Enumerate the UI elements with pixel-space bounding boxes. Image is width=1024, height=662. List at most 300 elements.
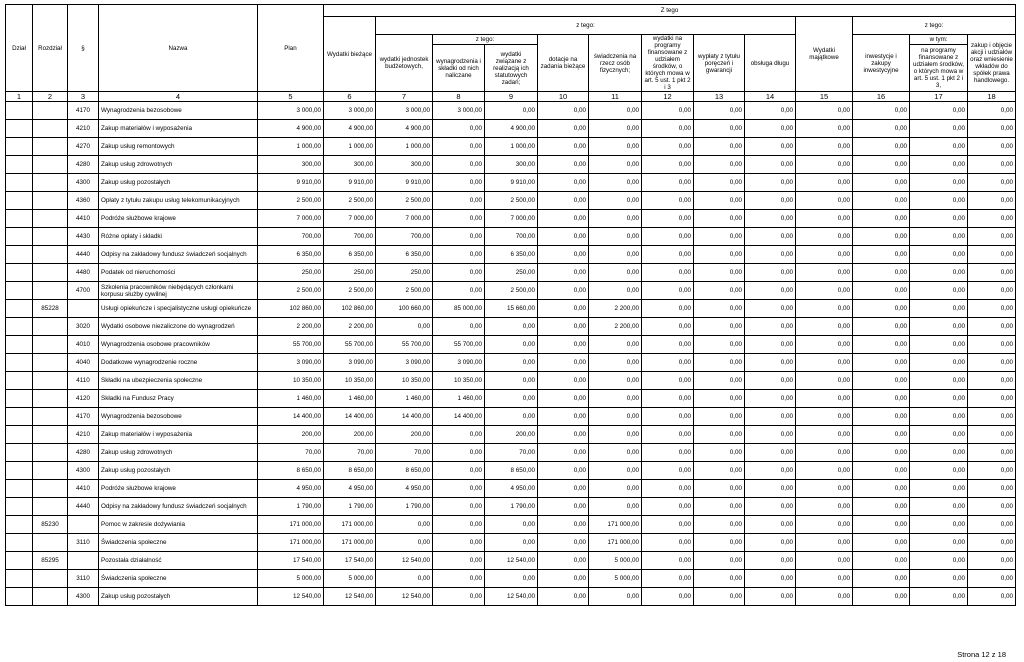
table-row xyxy=(6,102,1016,120)
cell-value: 0,00 xyxy=(745,462,796,480)
cell-value: 0,00 xyxy=(589,192,642,210)
cell-value: 10 350,00 xyxy=(433,372,485,390)
table-row xyxy=(6,282,1016,300)
cell-value: 0,00 xyxy=(853,120,910,138)
cell-value: 0,00 xyxy=(796,282,853,300)
cell-value: 3 000,00 xyxy=(376,102,433,120)
cell-value: 0,00 xyxy=(745,426,796,444)
cell-value: 0,00 xyxy=(968,210,1016,228)
cell-rozdzial xyxy=(33,138,68,156)
cell-nazwa: Świadczenia społeczne xyxy=(99,570,258,588)
cell-value: 10 350,00 xyxy=(258,372,324,390)
cell-value: 0,00 xyxy=(745,120,796,138)
cell-value: 0,00 xyxy=(745,390,796,408)
cell-value: 0,00 xyxy=(745,534,796,552)
cell-paragraf: 4300 xyxy=(68,462,99,480)
cell-value: 0,00 xyxy=(968,102,1016,120)
header-z-tego-jednostek: z tego: xyxy=(433,35,538,45)
cell-value: 0,00 xyxy=(433,174,485,192)
cell-value: 0,00 xyxy=(642,534,694,552)
cell-value: 0,00 xyxy=(853,102,910,120)
cell-value: 171 000,00 xyxy=(589,516,642,534)
cell-rozdzial: 85230 xyxy=(33,516,68,534)
cell-value: 0,00 xyxy=(433,498,485,516)
cell-dzial xyxy=(6,210,33,228)
cell-paragraf xyxy=(68,300,99,318)
cell-value: 171 000,00 xyxy=(258,516,324,534)
column-number: 4 xyxy=(99,92,258,102)
cell-value: 0,00 xyxy=(910,408,968,426)
cell-rozdzial xyxy=(33,264,68,282)
cell-dzial xyxy=(6,174,33,192)
cell-value: 0,00 xyxy=(433,120,485,138)
cell-value: 0,00 xyxy=(485,408,538,426)
cell-value: 0,00 xyxy=(694,210,745,228)
cell-value: 0,00 xyxy=(745,498,796,516)
cell-value: 0,00 xyxy=(589,228,642,246)
cell-paragraf: 4430 xyxy=(68,228,99,246)
cell-value: 0,00 xyxy=(433,426,485,444)
cell-dzial xyxy=(6,444,33,462)
cell-value: 1 000,00 xyxy=(258,138,324,156)
cell-value: 0,00 xyxy=(853,426,910,444)
cell-value: 0,00 xyxy=(589,282,642,300)
cell-value: 85 000,00 xyxy=(433,300,485,318)
cell-nazwa: Świadczenia społeczne xyxy=(99,534,258,552)
cell-value: 0,00 xyxy=(910,228,968,246)
cell-value: 0,00 xyxy=(538,102,589,120)
cell-value: 0,00 xyxy=(796,336,853,354)
cell-value: 0,00 xyxy=(968,318,1016,336)
cell-nazwa: Dodatkowe wynagrodzenie roczne xyxy=(99,354,258,372)
cell-value: 3 000,00 xyxy=(324,102,376,120)
header-rozdzial: Rozdział xyxy=(33,5,68,92)
cell-value: 12 540,00 xyxy=(258,588,324,606)
cell-value: 0,00 xyxy=(433,282,485,300)
cell-value: 1 790,00 xyxy=(376,498,433,516)
cell-value: 0,00 xyxy=(538,192,589,210)
cell-value: 0,00 xyxy=(589,174,642,192)
cell-dzial xyxy=(6,192,33,210)
cell-value: 0,00 xyxy=(853,138,910,156)
cell-value: 0,00 xyxy=(642,228,694,246)
cell-rozdzial xyxy=(33,534,68,552)
cell-value: 0,00 xyxy=(694,318,745,336)
column-number: 2 xyxy=(33,92,68,102)
cell-nazwa: Różne opłaty i składki xyxy=(99,228,258,246)
cell-value: 0,00 xyxy=(694,534,745,552)
cell-rozdzial xyxy=(33,120,68,138)
cell-value: 0,00 xyxy=(968,354,1016,372)
cell-value: 3 090,00 xyxy=(324,354,376,372)
cell-value: 300,00 xyxy=(324,156,376,174)
column-number-row xyxy=(6,92,1016,102)
cell-nazwa: Wydatki osobowe niezaliczone do wynagrodzeń xyxy=(99,318,258,336)
cell-value: 0,00 xyxy=(538,138,589,156)
cell-value: 2 500,00 xyxy=(258,282,324,300)
cell-value: 5 000,00 xyxy=(589,570,642,588)
cell-value: 0,00 xyxy=(910,120,968,138)
cell-value: 1 460,00 xyxy=(258,390,324,408)
cell-paragraf: 4110 xyxy=(68,372,99,390)
cell-value: 2 500,00 xyxy=(324,192,376,210)
cell-value: 3 090,00 xyxy=(433,354,485,372)
table-row xyxy=(6,354,1016,372)
cell-value: 0,00 xyxy=(694,246,745,264)
cell-paragraf: 4410 xyxy=(68,210,99,228)
cell-value: 0,00 xyxy=(968,156,1016,174)
cell-dzial xyxy=(6,462,33,480)
cell-value: 3 090,00 xyxy=(258,354,324,372)
cell-value: 250,00 xyxy=(324,264,376,282)
cell-value: 0,00 xyxy=(853,534,910,552)
budget-table xyxy=(5,4,1016,606)
cell-paragraf: 4040 xyxy=(68,354,99,372)
cell-nazwa: Wynagrodzenia bezosobowe xyxy=(99,102,258,120)
cell-value: 0,00 xyxy=(968,408,1016,426)
cell-value: 0,00 xyxy=(910,372,968,390)
cell-value: 0,00 xyxy=(589,498,642,516)
cell-value: 1 000,00 xyxy=(324,138,376,156)
cell-value: 0,00 xyxy=(910,588,968,606)
cell-value: 700,00 xyxy=(376,228,433,246)
cell-value: 200,00 xyxy=(485,426,538,444)
cell-value: 0,00 xyxy=(968,174,1016,192)
cell-value: 0,00 xyxy=(968,498,1016,516)
cell-value: 2 200,00 xyxy=(258,318,324,336)
cell-value: 10 350,00 xyxy=(324,372,376,390)
cell-rozdzial xyxy=(33,444,68,462)
cell-paragraf: 4440 xyxy=(68,246,99,264)
cell-value: 0,00 xyxy=(642,174,694,192)
cell-value: 14 400,00 xyxy=(376,408,433,426)
cell-value: 0,00 xyxy=(589,426,642,444)
table-row xyxy=(6,408,1016,426)
cell-value: 0,00 xyxy=(796,462,853,480)
cell-value: 6 350,00 xyxy=(258,246,324,264)
cell-paragraf: 4440 xyxy=(68,498,99,516)
cell-nazwa: Odpisy na zakładowy fundusz świadczeń socjalnych xyxy=(99,498,258,516)
cell-value: 0,00 xyxy=(485,390,538,408)
cell-nazwa: Zakup usług remontowych xyxy=(99,138,258,156)
cell-paragraf: 4210 xyxy=(68,426,99,444)
cell-value: 8 650,00 xyxy=(324,462,376,480)
cell-nazwa: Wynagrodzenia bezosobowe xyxy=(99,408,258,426)
cell-value: 1 790,00 xyxy=(324,498,376,516)
cell-value: 700,00 xyxy=(258,228,324,246)
cell-nazwa: Zakup usług zdrowotnych xyxy=(99,444,258,462)
cell-value: 0,00 xyxy=(694,282,745,300)
cell-dzial xyxy=(6,318,33,336)
cell-nazwa: Zakup usług pozostałych xyxy=(99,174,258,192)
cell-value: 0,00 xyxy=(910,498,968,516)
cell-value: 9 910,00 xyxy=(485,174,538,192)
cell-rozdzial: 85228 xyxy=(33,300,68,318)
cell-value: 0,00 xyxy=(694,372,745,390)
cell-nazwa: Składki na ubezpieczenia społeczne xyxy=(99,372,258,390)
cell-value: 0,00 xyxy=(376,570,433,588)
cell-value: 0,00 xyxy=(589,102,642,120)
cell-value: 2 500,00 xyxy=(376,192,433,210)
cell-value: 0,00 xyxy=(485,354,538,372)
cell-value: 0,00 xyxy=(589,462,642,480)
cell-value: 0,00 xyxy=(910,192,968,210)
cell-value: 102 860,00 xyxy=(324,300,376,318)
cell-value: 0,00 xyxy=(910,264,968,282)
cell-value: 1 790,00 xyxy=(258,498,324,516)
cell-nazwa: Składki na Fundusz Pracy xyxy=(99,390,258,408)
cell-value: 0,00 xyxy=(538,480,589,498)
cell-value: 0,00 xyxy=(853,210,910,228)
cell-value: 0,00 xyxy=(853,390,910,408)
cell-value: 0,00 xyxy=(968,462,1016,480)
cell-value: 3 000,00 xyxy=(433,102,485,120)
cell-value: 0,00 xyxy=(796,570,853,588)
header-z-tego-biezace: z tego: xyxy=(376,17,796,35)
cell-value: 0,00 xyxy=(745,192,796,210)
cell-value: 0,00 xyxy=(642,498,694,516)
cell-nazwa: Podróże służbowe krajowe xyxy=(99,210,258,228)
cell-value: 0,00 xyxy=(745,570,796,588)
cell-value: 0,00 xyxy=(853,336,910,354)
cell-value: 0,00 xyxy=(694,300,745,318)
cell-value: 0,00 xyxy=(968,570,1016,588)
cell-value: 0,00 xyxy=(589,138,642,156)
cell-dzial xyxy=(6,426,33,444)
cell-value: 0,00 xyxy=(910,516,968,534)
cell-value: 0,00 xyxy=(642,102,694,120)
cell-value: 0,00 xyxy=(853,408,910,426)
cell-value: 0,00 xyxy=(642,264,694,282)
cell-value: 0,00 xyxy=(642,588,694,606)
cell-value: 0,00 xyxy=(433,462,485,480)
cell-dzial xyxy=(6,498,33,516)
cell-value: 0,00 xyxy=(433,192,485,210)
cell-nazwa: Szkolenia pracowników niebędących członkami korpusu służby cywilnej xyxy=(99,282,258,300)
cell-dzial xyxy=(6,390,33,408)
cell-value: 171 000,00 xyxy=(324,534,376,552)
cell-value: 0,00 xyxy=(910,552,968,570)
cell-value: 0,00 xyxy=(538,264,589,282)
cell-value: 1 460,00 xyxy=(376,390,433,408)
cell-value: 7 000,00 xyxy=(376,210,433,228)
cell-value: 200,00 xyxy=(376,426,433,444)
cell-rozdzial xyxy=(33,156,68,174)
cell-value: 0,00 xyxy=(745,282,796,300)
table-row xyxy=(6,120,1016,138)
cell-value: 0,00 xyxy=(853,372,910,390)
cell-value: 4 900,00 xyxy=(324,120,376,138)
column-number: 1 xyxy=(6,92,33,102)
cell-value: 250,00 xyxy=(485,264,538,282)
cell-value: 0,00 xyxy=(433,552,485,570)
cell-value: 15 660,00 xyxy=(485,300,538,318)
cell-value: 0,00 xyxy=(745,318,796,336)
table-row xyxy=(6,552,1016,570)
cell-value: 0,00 xyxy=(433,570,485,588)
cell-dzial xyxy=(6,282,33,300)
cell-rozdzial xyxy=(33,570,68,588)
cell-value: 0,00 xyxy=(745,300,796,318)
cell-rozdzial xyxy=(33,462,68,480)
cell-value: 2 200,00 xyxy=(324,318,376,336)
cell-value: 0,00 xyxy=(694,462,745,480)
cell-value: 8 650,00 xyxy=(485,462,538,480)
cell-value: 0,00 xyxy=(694,444,745,462)
cell-value: 0,00 xyxy=(433,264,485,282)
column-number: 12 xyxy=(642,92,694,102)
cell-value: 0,00 xyxy=(910,246,968,264)
table-body xyxy=(6,102,1016,606)
cell-value: 0,00 xyxy=(433,534,485,552)
cell-value: 0,00 xyxy=(538,354,589,372)
cell-value: 0,00 xyxy=(589,120,642,138)
cell-value: 0,00 xyxy=(694,102,745,120)
cell-value: 0,00 xyxy=(796,426,853,444)
cell-value: 0,00 xyxy=(796,390,853,408)
cell-nazwa: Zakup usług zdrowotnych xyxy=(99,156,258,174)
cell-value: 2 500,00 xyxy=(324,282,376,300)
cell-value: 0,00 xyxy=(642,408,694,426)
cell-value: 0,00 xyxy=(433,588,485,606)
cell-value: 0,00 xyxy=(694,192,745,210)
cell-value: 70,00 xyxy=(258,444,324,462)
cell-paragraf xyxy=(68,516,99,534)
cell-value: 0,00 xyxy=(642,192,694,210)
cell-value: 0,00 xyxy=(485,570,538,588)
header-wyplaty-poreczen: wypłaty z tytułu poręczeń i gwarancji xyxy=(694,35,745,92)
cell-rozdzial xyxy=(33,372,68,390)
cell-value: 0,00 xyxy=(642,138,694,156)
cell-value: 300,00 xyxy=(376,156,433,174)
header-plan: Plan xyxy=(258,5,324,92)
cell-value: 0,00 xyxy=(538,588,589,606)
cell-value: 4 900,00 xyxy=(485,120,538,138)
cell-value: 0,00 xyxy=(642,246,694,264)
cell-value: 3 090,00 xyxy=(376,354,433,372)
header-w-tym: w tym: xyxy=(910,35,968,45)
cell-value: 0,00 xyxy=(538,300,589,318)
cell-rozdzial xyxy=(33,498,68,516)
cell-value: 171 000,00 xyxy=(258,534,324,552)
cell-value: 0,00 xyxy=(910,354,968,372)
table-row xyxy=(6,516,1016,534)
cell-value: 0,00 xyxy=(538,498,589,516)
cell-value: 0,00 xyxy=(796,300,853,318)
cell-paragraf: 4210 xyxy=(68,120,99,138)
cell-value: 0,00 xyxy=(853,282,910,300)
cell-value: 0,00 xyxy=(433,210,485,228)
cell-value: 0,00 xyxy=(642,120,694,138)
cell-value: 0,00 xyxy=(745,138,796,156)
cell-value: 55 700,00 xyxy=(258,336,324,354)
column-number: 9 xyxy=(485,92,538,102)
cell-value: 0,00 xyxy=(796,408,853,426)
cell-paragraf: 4170 xyxy=(68,408,99,426)
cell-rozdzial xyxy=(33,174,68,192)
cell-nazwa: Zakup usług pozostałych xyxy=(99,588,258,606)
column-number: 8 xyxy=(433,92,485,102)
cell-value: 0,00 xyxy=(968,336,1016,354)
cell-value: 0,00 xyxy=(910,138,968,156)
cell-value: 0,00 xyxy=(485,534,538,552)
cell-rozdzial xyxy=(33,390,68,408)
cell-value: 4 900,00 xyxy=(258,120,324,138)
cell-value: 0,00 xyxy=(538,156,589,174)
cell-value: 0,00 xyxy=(694,138,745,156)
cell-value: 2 500,00 xyxy=(376,282,433,300)
cell-paragraf: 3020 xyxy=(68,318,99,336)
table-row xyxy=(6,174,1016,192)
cell-nazwa: Opłaty z tytułu zakupu usług telekomunikacyjnych xyxy=(99,192,258,210)
cell-value: 0,00 xyxy=(745,246,796,264)
cell-paragraf: 4120 xyxy=(68,390,99,408)
cell-value: 0,00 xyxy=(745,264,796,282)
cell-value: 0,00 xyxy=(642,210,694,228)
cell-value: 0,00 xyxy=(538,444,589,462)
cell-value: 55 700,00 xyxy=(324,336,376,354)
table-row xyxy=(6,336,1016,354)
cell-value: 0,00 xyxy=(968,444,1016,462)
cell-value: 0,00 xyxy=(694,570,745,588)
cell-paragraf: 4270 xyxy=(68,138,99,156)
cell-value: 2 500,00 xyxy=(485,192,538,210)
cell-value: 0,00 xyxy=(745,156,796,174)
cell-value: 0,00 xyxy=(796,210,853,228)
cell-value: 9 910,00 xyxy=(376,174,433,192)
cell-nazwa: Odpisy na zakładowy fundusz świadczeń socjalnych xyxy=(99,246,258,264)
cell-value: 0,00 xyxy=(694,120,745,138)
cell-value: 0,00 xyxy=(796,516,853,534)
cell-value: 0,00 xyxy=(910,534,968,552)
cell-value: 0,00 xyxy=(642,156,694,174)
cell-value: 0,00 xyxy=(538,516,589,534)
cell-rozdzial xyxy=(33,354,68,372)
cell-value: 0,00 xyxy=(589,444,642,462)
cell-value: 700,00 xyxy=(485,228,538,246)
cell-value: 0,00 xyxy=(538,408,589,426)
cell-value: 10 350,00 xyxy=(376,372,433,390)
column-number: 11 xyxy=(589,92,642,102)
cell-value: 0,00 xyxy=(538,282,589,300)
header-akcje-udzialy: zakup i objęcie akcji i udziałów oraz wniesienie wkładów do spółek prawa handlowego. xyxy=(968,35,1016,92)
cell-rozdzial xyxy=(33,336,68,354)
cell-value: 0,00 xyxy=(853,480,910,498)
cell-value: 100 660,00 xyxy=(376,300,433,318)
cell-value: 0,00 xyxy=(694,390,745,408)
column-number: 18 xyxy=(968,92,1016,102)
cell-dzial xyxy=(6,264,33,282)
cell-value: 0,00 xyxy=(745,444,796,462)
cell-value: 0,00 xyxy=(694,336,745,354)
cell-value: 0,00 xyxy=(796,228,853,246)
cell-value: 0,00 xyxy=(853,516,910,534)
cell-value: 0,00 xyxy=(968,138,1016,156)
cell-rozdzial: 85295 xyxy=(33,552,68,570)
cell-value: 0,00 xyxy=(853,264,910,282)
cell-value: 0,00 xyxy=(589,264,642,282)
cell-value: 0,00 xyxy=(910,282,968,300)
cell-value: 0,00 xyxy=(853,462,910,480)
cell-value: 300,00 xyxy=(258,156,324,174)
cell-value: 0,00 xyxy=(694,588,745,606)
cell-value: 0,00 xyxy=(485,336,538,354)
cell-dzial xyxy=(6,156,33,174)
cell-value: 0,00 xyxy=(796,174,853,192)
cell-value: 0,00 xyxy=(538,336,589,354)
cell-value: 0,00 xyxy=(853,354,910,372)
cell-value: 0,00 xyxy=(968,246,1016,264)
